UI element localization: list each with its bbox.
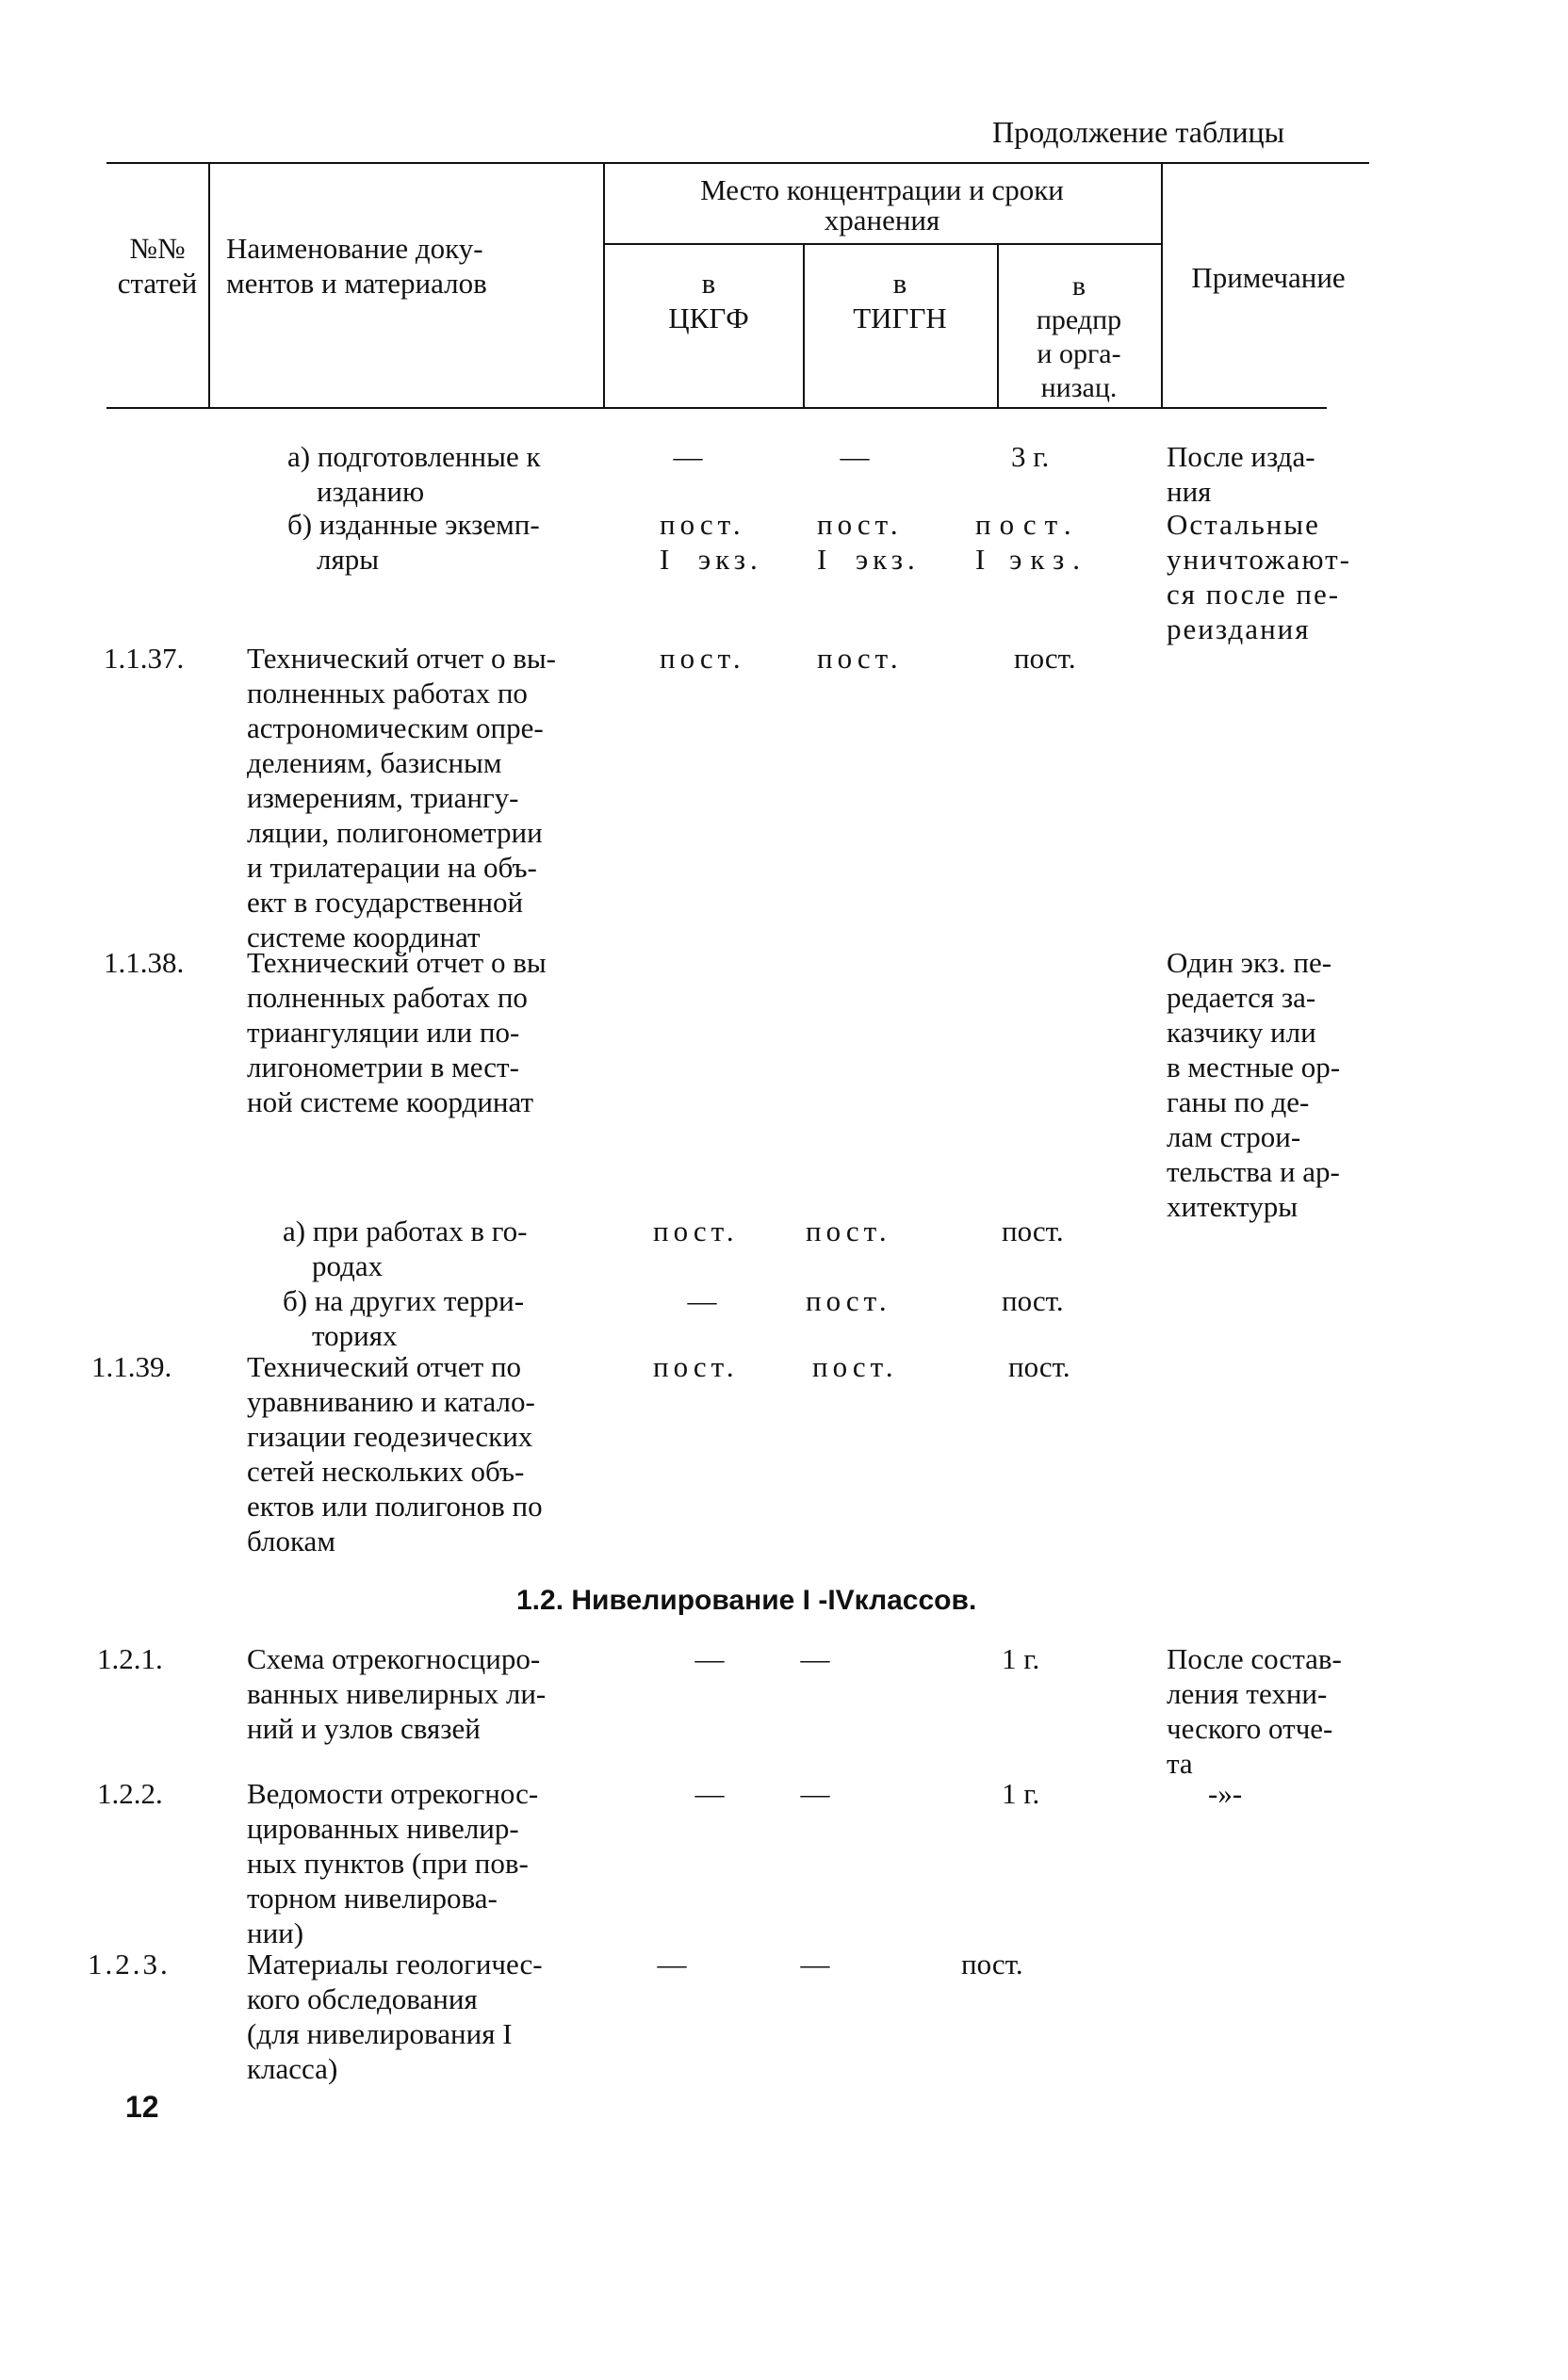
row-ckgf: —	[687, 1284, 717, 1317]
row-tiggn: пост.	[817, 642, 903, 675]
row-ckgf: —	[673, 440, 703, 473]
row-name: Материалы геологичес- кого обследования (для нивелирования I класса)	[247, 1948, 543, 2085]
row-number: 1.2.2.	[97, 1777, 163, 1810]
row-name: б) изданные экземп- ляры	[287, 508, 540, 576]
row-name: Технический отчет по уравниванию и катало- гизации геодезических сетей нескольких объ- ектов или полигонов по блокам	[247, 1350, 543, 1557]
row-note: Остальные уничтожают- ся после пе- реиздания	[1167, 508, 1351, 645]
row-ckgf: —	[694, 1777, 725, 1810]
row-ckgf: пост.	[660, 642, 745, 675]
header-col-note: Примечание	[1191, 261, 1346, 294]
row-number: 1.1.38.	[104, 946, 185, 979]
row-note: После состав- ления техни- ческого отче- та	[1167, 1642, 1342, 1780]
row-tiggn: пост.	[812, 1350, 898, 1383]
row-name: б) на других терри- ториях	[283, 1284, 525, 1352]
row-pred: пост. I экз.	[975, 508, 1089, 576]
row-name: а) подготовленные к изданию	[287, 440, 541, 508]
header-col-ckgf: в ЦКГФ	[668, 267, 749, 334]
header-col-name: Наименование доку- ментов и материалов	[226, 232, 487, 300]
row-pred: 1 г.	[1002, 1642, 1040, 1675]
row-ckgf: пост.	[653, 1214, 739, 1247]
row-ckgf: —	[657, 1948, 687, 1981]
table-caption: Продолжение таблицы	[992, 115, 1285, 149]
row-pred: пост.	[1008, 1350, 1070, 1383]
row-tiggn: —	[840, 440, 870, 473]
header-col-pred: в предпр и орга- низац.	[1036, 270, 1122, 403]
row-note: Один экз. пе- редается за- казчику или в местные ор- ганы по де- лам строи- тельства и ар- хитектуры	[1167, 946, 1341, 1223]
row-name: Ведомости отрекогнос- цированных нивелир- ных пунктов (при пов- торном нивелирова- нии)	[247, 1777, 539, 1949]
header-divider-1	[208, 162, 210, 407]
row-note: После изда- ния	[1167, 440, 1315, 508]
row-pred: пост.	[1014, 642, 1076, 675]
row-tiggn: —	[800, 1777, 830, 1810]
row-ckgf: пост. I экз.	[660, 508, 762, 576]
header-group-rule	[603, 243, 1161, 245]
row-tiggn: пост. I экз.	[817, 508, 920, 576]
row-pred: 3 г.	[1011, 440, 1050, 473]
header-col-number: №№ статей	[117, 232, 198, 300]
row-tiggn: —	[800, 1642, 830, 1675]
header-bottom-rule	[106, 407, 1327, 409]
row-name: Технический отчет о вы полненных работах по триангуляции или по- лигонометрии в мест- ной системе координат	[247, 946, 547, 1118]
header-col-tiggn: в ТИГГН	[853, 267, 947, 334]
header-col-group: Место концентрации и сроки хранения	[700, 173, 1064, 236]
row-tiggn: пост.	[806, 1284, 891, 1317]
row-name: Схема отрекогносциро- ванных нивелирных ли- ний и узлов связей	[247, 1642, 547, 1745]
row-number: 1.2.3.	[88, 1948, 171, 1981]
row-name: а) при работах в го- родах	[283, 1214, 528, 1282]
row-note: -»-	[1208, 1777, 1243, 1810]
row-pred: пост.	[1002, 1284, 1064, 1317]
row-pred: 1 г.	[1002, 1777, 1040, 1810]
row-number: 1.1.37.	[104, 642, 185, 675]
page-number: 12	[125, 2090, 159, 2124]
row-name: Технический отчет о вы- полненных работах по астрономическим опре- делениям, базисным измерениям, триангу- ляции, полигонометрии и трилатерации на объ- ект в государственной системе координат	[247, 642, 556, 954]
row-ckgf: —	[694, 1642, 725, 1675]
row-ckgf: пост.	[653, 1350, 739, 1383]
section-heading: 1.2. Нивелирование I -IVклассов.	[516, 1585, 977, 1616]
row-pred: пост.	[1002, 1214, 1064, 1247]
row-number: 1.1.39.	[91, 1350, 172, 1383]
row-number: 1.2.1.	[97, 1642, 163, 1675]
row-pred: пост.	[961, 1948, 1023, 1981]
header-top-rule	[106, 162, 1369, 164]
row-tiggn: —	[800, 1948, 830, 1981]
header-divider-5	[1161, 162, 1163, 407]
row-tiggn: пост.	[806, 1214, 891, 1247]
